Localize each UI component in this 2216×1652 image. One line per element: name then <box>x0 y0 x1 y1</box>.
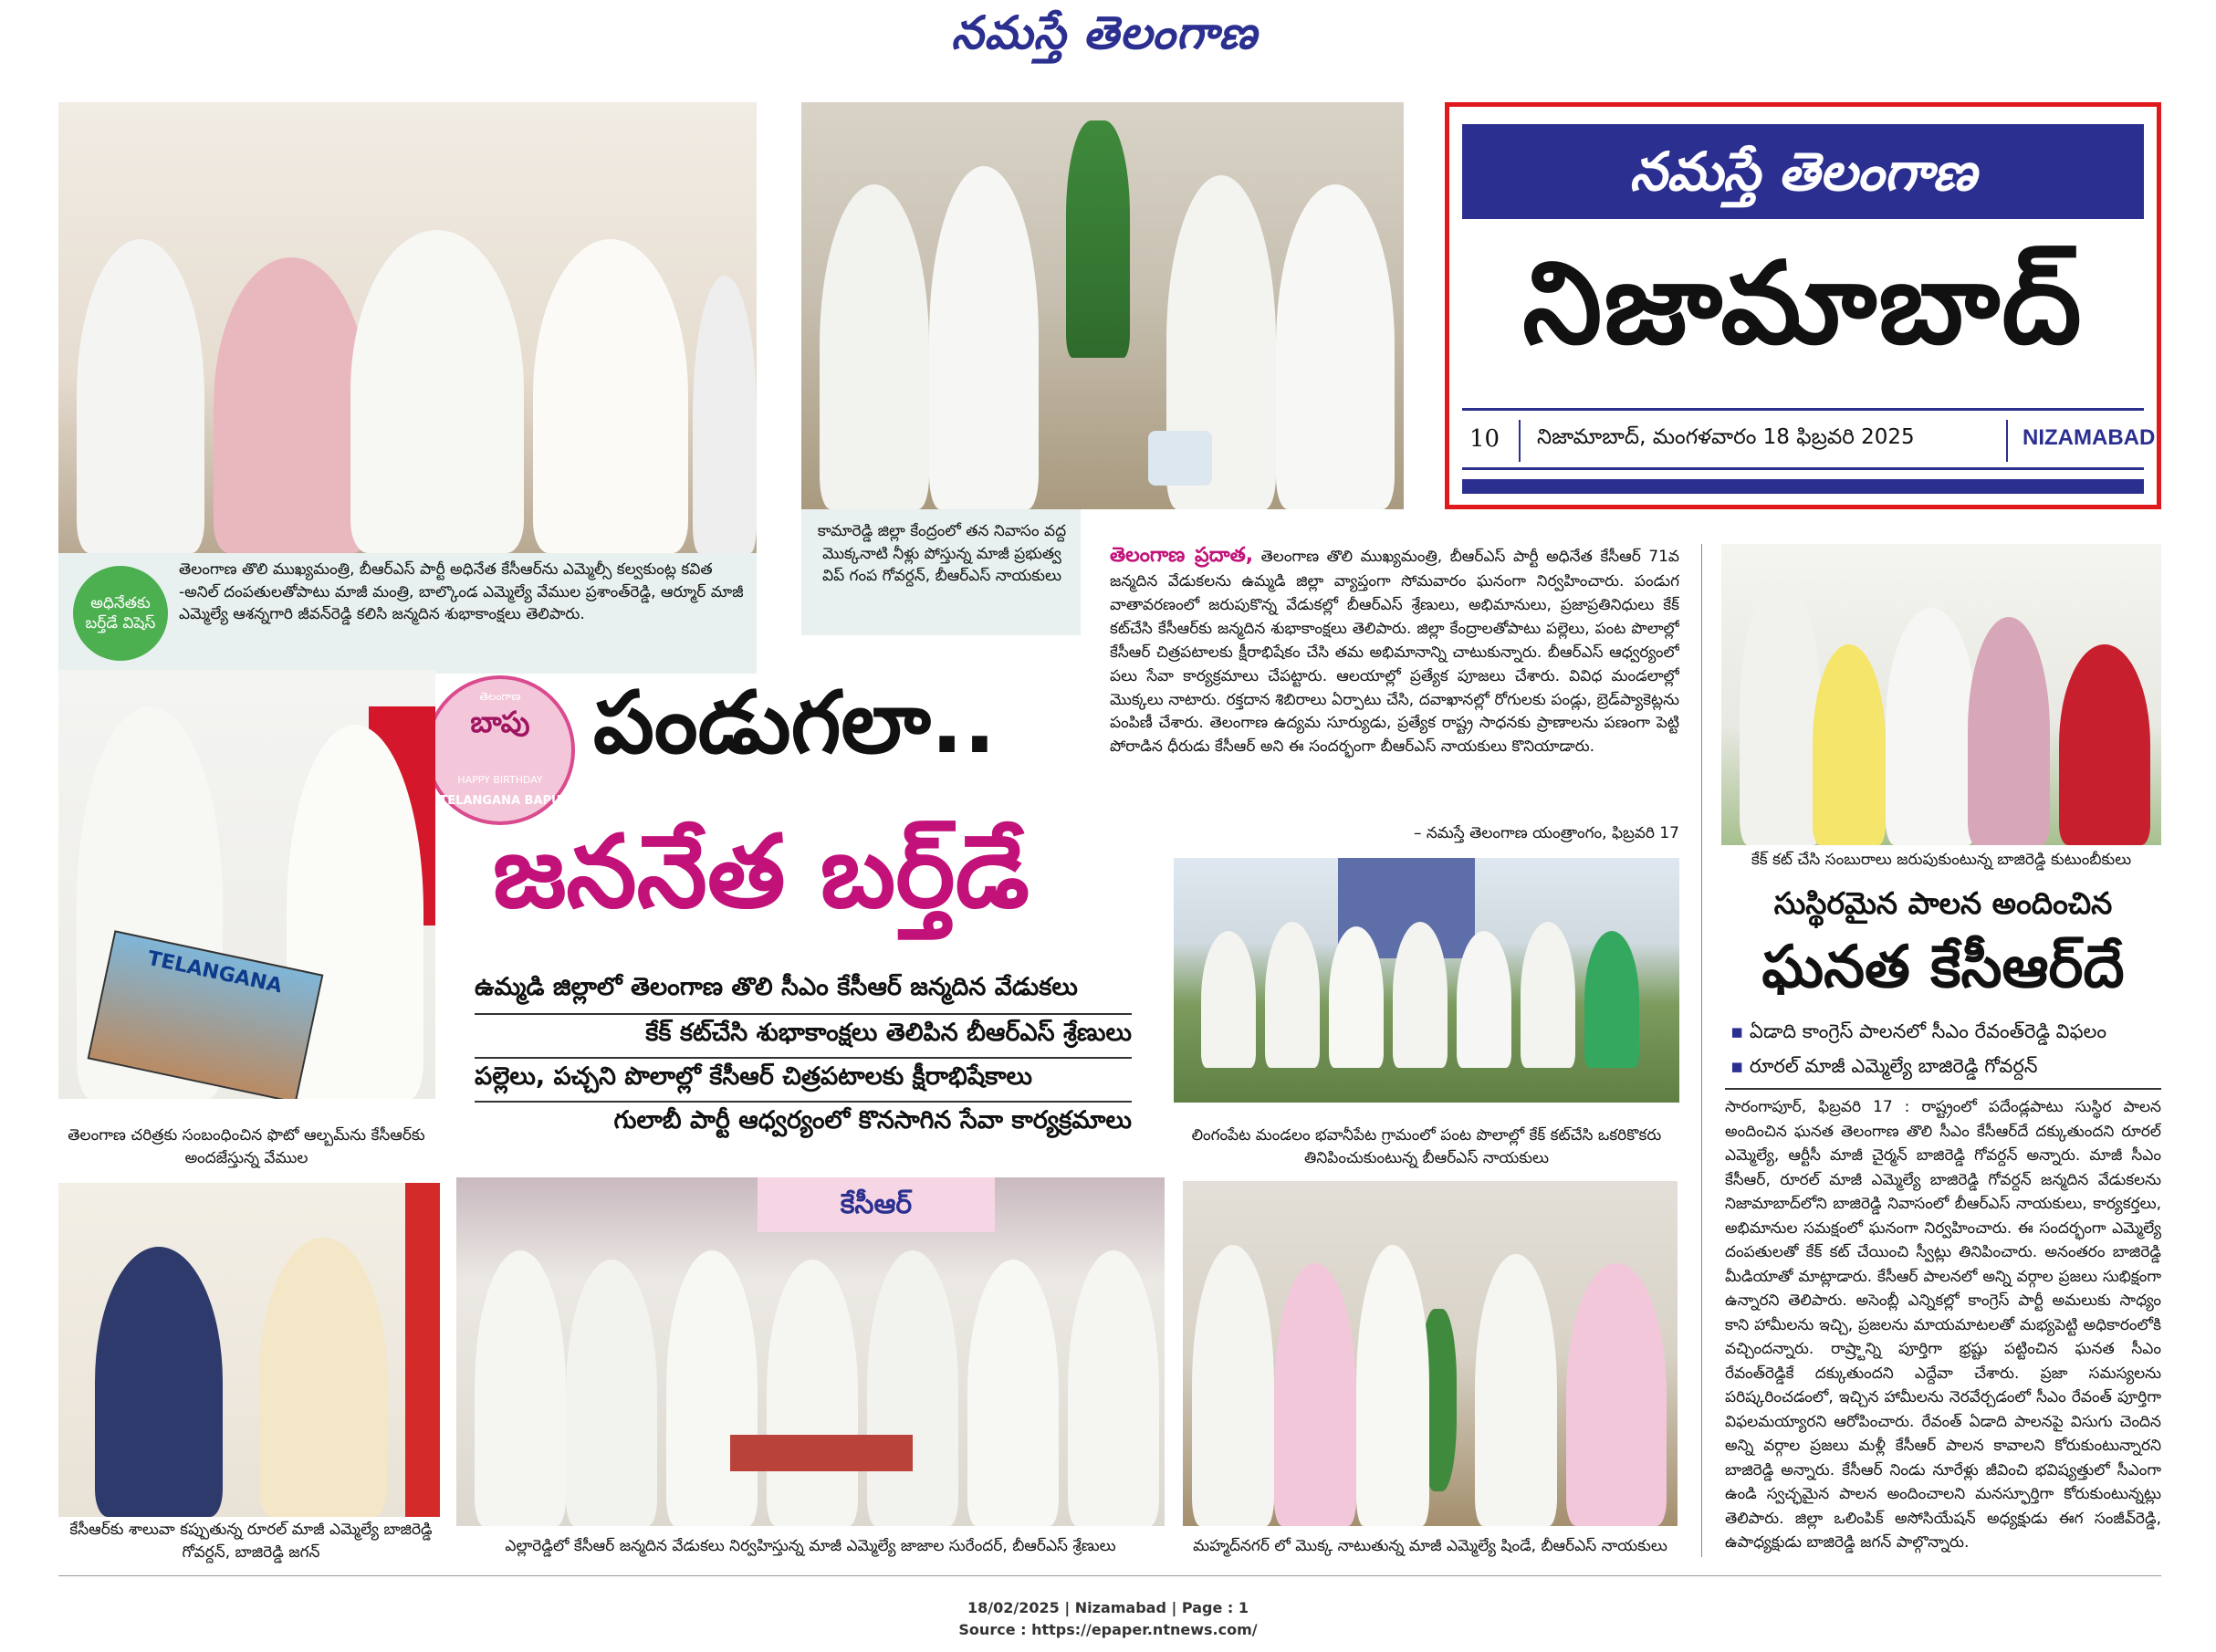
main-story-body <box>1110 540 1679 819</box>
birthday-logo-bday: HAPPY BIRTHDAY <box>457 774 543 786</box>
edition-english: NIZAMABAD <box>2023 425 2156 450</box>
main-headline-line2: జననేత బర్త్‌డే <box>493 813 1030 930</box>
birthday-logo <box>425 675 575 825</box>
footer-line-1: 18/02/2025 | Nizamabad | Page : 1 <box>967 1599 1249 1616</box>
deck-4: గులాబీ పార్టీ ఆధ్వర్యంలో కొనసాగిన సేవా కార్యక్రమాలు <box>613 1106 1132 1134</box>
photo-kcr-family-caption: తెలంగాణ తొలి ముఖ్యమంత్రి, బీఆర్‌ఎస్ పార్టీ అధినేత కేసీఆర్‌ను ఎమ్మెల్సీ కల్వకుంట్ల కవిత -అనిల్ దంపతులతోపాటు మాజీ మంత్రి, బాల్కొండ ఎమ్మెల్యే వేముల ప్రశాంత్‌రెడ్డి, ఆర్మూర్ మాజీ ఎమ్మెల్యే ఆశన్నగారి జీవన్‌రెడ్డి కలిసి జన్మదిన శుభాకాంక్షలు తెలిపారు. <box>179 560 744 624</box>
main-story-dateline: తెలంగాణ ప్రదాత, <box>1110 544 1254 567</box>
photo-field <box>1174 858 1679 1103</box>
kcr-banner-text: కేసీఆర్ <box>840 1188 913 1220</box>
photo-shawl-caption: కేసీఆర్‌కు శాలువా కప్పుతున్న రూరల్ మాజీ ఎమ్మెల్యే బాజిరెడ్డి గోవర్దన్, బాజిరెడ్డి జగన్ <box>69 1521 433 1562</box>
side-story-bullet-1-text: ఏడాది కాంగ్రెస్ పాలనలో సీఎం రేవంత్‌రెడ్డి విఫలం <box>1749 1020 2107 1042</box>
date-line: నిజామాబాద్, మంగళవారం 18 ఫిబ్రవరి 2025 <box>1537 425 1915 449</box>
date-strip <box>1462 408 2156 470</box>
photo-mahammadnagar-caption: మహ్మద్‌నగర్ లో మొక్క నాటుతున్న మాజీ ఎమ్మెల్యే షిండే, బీఆర్‌ఎస్ నాయకులు <box>1193 1537 1667 1555</box>
main-story-byline: – నమస్తే తెలంగాణ యంత్రాంగం, ఫిబ్రవరి 17 <box>1413 824 1679 842</box>
photo-yellareddy <box>456 1177 1165 1526</box>
wishes-badge-text: అధినేతకు బర్త్‌డే విషెస్ <box>85 593 156 633</box>
side-story-bullet-2-text: రూరల్ మాజీ ఎమ్మెల్యే బాజిరెడ్డి గోవర్దన్ <box>1749 1055 2038 1077</box>
edition-box-title: నమస్తే తెలంగాణ <box>1629 141 1977 203</box>
photo-album <box>58 670 435 1099</box>
deck-3: పల్లెలు, పచ్చని పొలాల్లో కేసీఆర్ చిత్రపటాలకు క్షీరాభిషేకాలు <box>475 1062 1032 1091</box>
photo-plant-caption: కామారెడ్డి జిల్లా కేంద్రంలో తన నివాసం వద్ద మొక్కనాటి నీళ్లు పోస్తున్న మాజీ ప్రభుత్వ విప్ గంప గోవర్దన్, బీఆర్‌ఎస్ నాయకులు <box>817 522 1067 586</box>
footer-line-2: Source : https://epaper.ntnews.com/ <box>958 1621 1258 1638</box>
birthday-logo-center: బాపు <box>470 705 530 739</box>
wishes-badge <box>73 566 168 661</box>
birthday-logo-bottom: TELANGANA BAPU <box>439 794 561 808</box>
birthday-logo-top: తెలంగాణ <box>479 690 521 703</box>
photo-kcr-family <box>58 102 757 553</box>
side-story-bullet-2: ▪ రూరల్ మాజీ ఎమ్మెల్యే బాజిరెడ్డి గోవర్దన్ <box>1730 1055 2038 1077</box>
photo-album-caption: తెలంగాణ చరిత్రకు సంబంధించిన ఫొటో ఆల్బమ్‌ను కేసీఆర్‌కు అందజేస్తున్న వేముల <box>68 1126 425 1167</box>
photo-mahammadnagar <box>1183 1181 1678 1526</box>
side-story-kicker: సుస్థిరమైన పాలన అందించిన <box>1773 885 2113 921</box>
deck-1: ఉమ్మడి జిల్లాలో తెలంగాణ తొలి సీఎం కేసీఆర్ జన్మదిన వేడుకలు <box>475 973 1078 1001</box>
edition-box-title-bar <box>1462 124 2144 219</box>
main-headline-line1: పండుగలా.. <box>593 674 997 773</box>
photo-yellareddy-caption: ఎల్లారెడ్డిలో కేసీఆర్ జన్మదిన వేడుకలు నిర్వహిస్తున్న మాజీ ఎమ్మెల్యే జాజాల సురేందర్, బీఆర్‌ఎస్ శ్రేణులు <box>505 1537 1116 1555</box>
top-masthead-title: నమస్తే తెలంగాణ <box>951 5 1258 59</box>
edition-box <box>1445 102 2161 509</box>
kcr-banner <box>758 1177 995 1232</box>
photo-family-cake <box>1721 544 2161 845</box>
main-story-body-text: తెలంగాణ తొలి ముఖ్యమంత్రి, బీఆర్‌ఎస్ పార్టీ అధినేత కేసీఆర్ 71వ జన్మదిన వేడుకలను ఉమ్మడి జిల్లా వ్యాప్తంగా సోమవారం ఘనంగా నిర్వహించారు. పండుగ వాతావరణంలో జరుపుకొన్న వేడుకల్లో బీఆర్‌ఎస్ శ్రేణులు, అభిమానులు, ప్రజాప్రతినిధులు కేక్ కట్‌చేసి కేసీఆర్‌కు జన్మదిన శుభాకాంక్షలు తెలిపారు. జిల్లా కేంద్రాలతోపాటు పల్లెలు, పంట పొలాల్లో కేసీఆర్ చిత్రపటాలకు క్షీరాభిషేకం చేసి తమ అభిమానాన్ని చాటుకున్నారు. బీఆర్‌ఎస్ ఆధ్వర్యంలో పలు సేవా కార్యక్రమాలు చేపట్టారు. ఆలయాల్లో ప్రత్యేక పూజలు చేశారు. వివిధ మండలాల్లో మొక్కలు నాటారు. రక్తదాన శిబిరాలు ఏర్పాటు చేసి, దవాఖానల్లో రోగులకు పండ్లు, బ్రెడ్‌ప్యాకెట్లను పంపిణీ చేశారు. తెలంగాణ ఉద్యమ సూర్యుడు, ప్రత్యేక రాష్ట్ర సాధనకు ప్రాణాలను పణంగా పెట్టి పోరాడిన ధీరుడు కేసీఆర్ అని ఈ సందర్భంగా బీఆర్‌ఎస్ నాయకులు కొనియాడారు. <box>1110 548 1679 757</box>
album-cover-title: TELANGANA <box>145 946 285 999</box>
side-story-headline: ఘనత కేసీఆర్‌దే <box>1761 934 2125 1001</box>
side-story-body: సారంగాపూర్, ఫిబ్రవరి 17 : రాష్ట్రంలో పదేండ్లపాటు సుస్థిర పాలన అందించిన ఘనత తెలంగాణ తొలి సీఎం కేసీఆర్‌దే దక్కుతుందని రూరల్ ఎమ్మెల్యే, ఆర్టీసీ మాజీ చైర్మన్ బాజిరెడ్డి గోవర్దన్ అన్నారు. మాజీ సీఎం కేసీఆర్, రూరల్ మాజీ ఎమ్మెల్యే బాజిరెడ్డి గోవర్దన్ జన్మదిన వేడుకలను నిజామాబాద్‌లోని బాజిరెడ్డి నివాసంలో బీఆర్‌ఎస్ నాయకులు, కార్యకర్తలు, అభిమానుల సమక్షంలో ఘనంగా నిర్వహించారు. ఈ సందర్భంగా ఎమ్మెల్యే దంపతులతో కేక్ కట్ చేయించి స్వీట్లు తినిపించారు. అనంతరం బాజిరెడ్డి మీడియాతో మాట్లాడారు. కేసీఆర్ పాలనలో అన్ని వర్గాల ప్రజలు సుభిక్షంగా ఉన్నారని తెలిపారు. అసెంబ్లీ ఎన్నికల్లో కాంగ్రెస్ పార్టీ అమలుకు సాధ్యం కాని హామీలను ఇచ్చి, ప్రజలను మాయమాటలతో మభ్యపెట్టి అధికారంలోకి వచ్చిందన్నారు. రాష్ర్టాన్ని పూర్తిగా భ్రష్టు పట్టించిన ఘనత సీఎం రేవంత్‌రెడ్డికే దక్కుతుందని ఎద్దేవా చేశారు. ప్రజా సమస్యలను పరిష్కరించడంలో, ఇచ్చిన హామీలను నెరవేర్చడంలో సీఎం రేవంత్ పూర్తిగా విఫలమయ్యారని ఆరోపించారు. రేవంత్ ఏడాది పాలనపై విసుగు చెందిన అన్ని వర్గాల ప్రజలు మళ్లీ కేసీఆర్ పాలన కావాలని కోరుకుంటున్నారని బాజిరెడ్డి అన్నారు. కేసీఆర్ నిండు నూరేళ్లు జీవించి భవిష్యత్తులో సీఎంగా ఉండి స్వచ్ఛమైన పాలన అందించాలని మనస్ఫూర్తిగా కోరుకుంటున్నట్లు తెలిపారు. జిల్లా ఒలింపిక్ అసోసియేషన్ అధ్యక్షుడు ఈగ సంజీవ్‌రెడ్డి, ఉపాధ్యక్షుడు బాజిరెడ్డి జగన్ పాల్గొన్నారు. <box>1725 1098 2161 1553</box>
photo-field-caption: లింగంపేట మండలం భవానీపేట గ్రామంలో పంట పొలాల్లో కేక్ కట్‌చేసి ఒకరికొకరు తినిపించుకుంటున్న బీఆర్‌ఎస్ నాయకులు <box>1191 1126 1662 1167</box>
photo-plant <box>801 102 1404 509</box>
photo-family-cake-caption: కేక్ కట్ చేసి సంబురాలు జరుపుకుంటున్న బాజిరెడ్డి కుటుంబీకులు <box>1751 851 2132 869</box>
top-masthead <box>894 5 1314 69</box>
photo-shawl <box>58 1183 440 1517</box>
edition-name: నిజామాబాద్ <box>1522 238 2084 370</box>
deck-2: కేక్ కట్‌చేసి శుభాకాంక్షలు తెలిపిన బీఆర్‌ఎస్ శ్రేణులు <box>645 1019 1132 1047</box>
side-story-bullet-1: ▪ ఏడాది కాంగ్రెస్ పాలనలో సీఎం రేవంత్‌రెడ్డి విఫలం <box>1730 1020 2107 1042</box>
page-number: 10 <box>1469 425 1500 453</box>
